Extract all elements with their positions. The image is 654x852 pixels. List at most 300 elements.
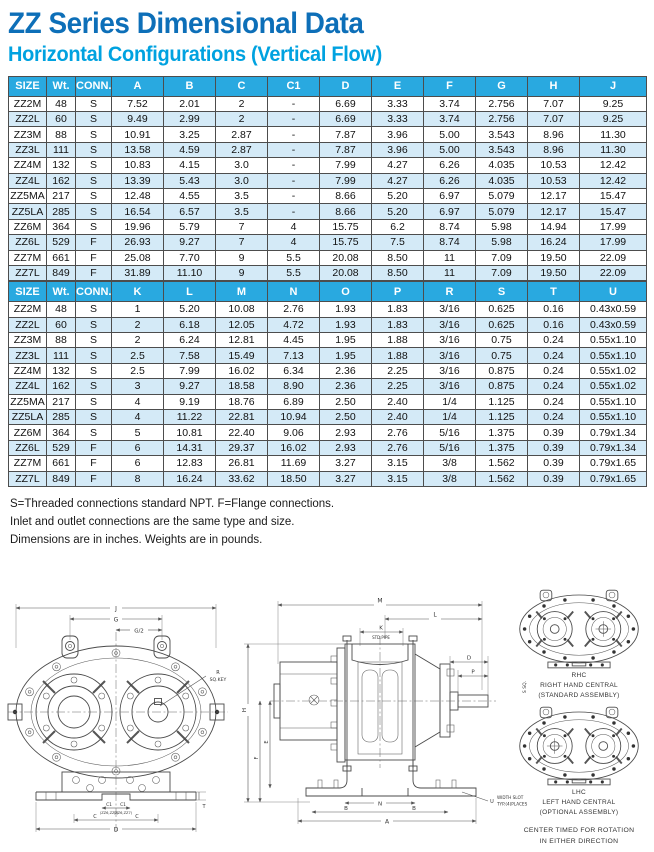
dim-label-c-left: C: [93, 814, 97, 820]
value-cell: 12.05: [216, 317, 268, 332]
dim-label-g: G: [113, 616, 119, 624]
value-cell: 5/16: [424, 425, 476, 440]
value-cell: 18.58: [216, 379, 268, 394]
column-header: CONN.: [76, 282, 112, 302]
dim-label-sq-key: SQ.KEY: [209, 678, 227, 683]
value-cell: 3.5: [216, 204, 268, 219]
value-cell: 4.55: [164, 188, 216, 203]
dim-label-g2: G/2: [134, 628, 144, 635]
value-cell: 7.52: [112, 96, 164, 111]
footnotes: [10, 496, 654, 549]
value-cell: 2.5: [112, 348, 164, 363]
value-cell: 6.2: [372, 219, 424, 234]
value-cell: 3.96: [372, 127, 424, 142]
note-slot-width-1: WIDTH SLOT: [497, 795, 524, 800]
value-cell: 0.24: [528, 348, 580, 363]
table-row: [9, 348, 647, 363]
value-cell: 48: [47, 302, 76, 317]
column-header: K: [112, 282, 164, 302]
dim-label-n: N: [377, 801, 383, 808]
value-cell: 5.079: [476, 188, 528, 203]
value-cell: 8.90: [268, 379, 320, 394]
column-header: C1: [268, 76, 320, 96]
value-cell: F: [76, 471, 112, 486]
dim-label-b-left: B: [344, 806, 348, 812]
value-cell: 5: [112, 425, 164, 440]
size-cell: ZZ7L: [9, 471, 47, 486]
value-cell: 4.45: [268, 333, 320, 348]
table-row: [9, 317, 647, 332]
value-cell: 7.07: [528, 96, 580, 111]
rotation-note-line1: CENTER TIMED FOR ROTATION: [523, 827, 635, 835]
column-header: CONN.: [76, 76, 112, 96]
table-row: [9, 394, 647, 409]
value-cell: 132: [47, 158, 76, 173]
value-cell: 9.19: [164, 394, 216, 409]
value-cell: 2.36: [320, 363, 372, 378]
value-cell: S: [76, 219, 112, 234]
value-cell: 2.50: [320, 394, 372, 409]
value-cell: 6.26: [424, 158, 476, 173]
value-cell: 22.09: [580, 250, 647, 265]
lhc-code: LHC: [572, 789, 586, 797]
value-cell: 22.81: [216, 410, 268, 425]
value-cell: 3.27: [320, 456, 372, 471]
value-cell: 15.75: [320, 219, 372, 234]
value-cell: 5.43: [164, 173, 216, 188]
value-cell: 8.96: [528, 142, 580, 157]
size-cell: ZZ3M: [9, 333, 47, 348]
note-zz67-right: (ZZ6,ZZ7): [113, 811, 133, 815]
column-header: O: [320, 282, 372, 302]
footnote-inlet-outlet: Inlet and outlet connections are the same type and size.: [10, 515, 295, 528]
value-cell: 12.42: [580, 173, 647, 188]
value-cell: 4.27: [372, 158, 424, 173]
value-cell: 19.50: [528, 265, 580, 280]
dim-label-c1-right: C1: [120, 803, 126, 808]
dimension-table-1: [8, 76, 647, 282]
size-cell: ZZ2L: [9, 111, 47, 126]
footnote-units: Dimensions are in inches. Weights are in pounds.: [10, 533, 263, 546]
value-cell: 285: [47, 410, 76, 425]
table-row: [9, 379, 647, 394]
value-cell: 0.55x1.02: [580, 379, 647, 394]
value-cell: 4.27: [372, 173, 424, 188]
table-row: [9, 188, 647, 203]
value-cell: -: [268, 111, 320, 126]
value-cell: S: [76, 317, 112, 332]
column-header: L: [164, 282, 216, 302]
table-row: [9, 471, 647, 486]
value-cell: 15.47: [580, 188, 647, 203]
size-cell: ZZ3M: [9, 127, 47, 142]
value-cell: 5.79: [164, 219, 216, 234]
value-cell: 2.76: [372, 440, 424, 455]
value-cell: 1.562: [476, 456, 528, 471]
value-cell: 15.49: [216, 348, 268, 363]
value-cell: 3.0: [216, 173, 268, 188]
value-cell: 3/16: [424, 348, 476, 363]
value-cell: 661: [47, 456, 76, 471]
value-cell: 60: [47, 111, 76, 126]
value-cell: 12.17: [528, 204, 580, 219]
value-cell: 0.55x1.02: [580, 363, 647, 378]
footnote-connections: S=Threaded connections standard NPT. F=Flange connections.: [10, 497, 335, 510]
value-cell: 0.79x1.65: [580, 471, 647, 486]
value-cell: 2.87: [216, 127, 268, 142]
value-cell: 6: [112, 440, 164, 455]
rhc-view-drawing: [511, 588, 647, 670]
value-cell: 0.79x1.65: [580, 456, 647, 471]
value-cell: 11.22: [164, 410, 216, 425]
value-cell: 14.31: [164, 440, 216, 455]
value-cell: 7.87: [320, 142, 372, 157]
value-cell: 5.00: [424, 142, 476, 157]
column-header: B: [164, 76, 216, 96]
value-cell: 5.20: [372, 204, 424, 219]
value-cell: 2.76: [372, 425, 424, 440]
value-cell: 12.48: [112, 188, 164, 203]
value-cell: 3.5: [216, 188, 268, 203]
value-cell: 3/8: [424, 471, 476, 486]
value-cell: S: [76, 363, 112, 378]
table-header-row: [9, 282, 647, 302]
value-cell: 0.75: [476, 333, 528, 348]
value-cell: 2: [216, 96, 268, 111]
value-cell: 3.15: [372, 471, 424, 486]
page-title: ZZ Series Dimensional Data: [8, 7, 364, 40]
value-cell: 2: [216, 111, 268, 126]
value-cell: 5.98: [476, 219, 528, 234]
value-cell: -: [268, 204, 320, 219]
value-cell: 9.25: [580, 96, 647, 111]
value-cell: 0.43x0.59: [580, 317, 647, 332]
value-cell: 3/16: [424, 333, 476, 348]
value-cell: 16.24: [164, 471, 216, 486]
value-cell: 0.55x1.10: [580, 333, 647, 348]
value-cell: 217: [47, 394, 76, 409]
value-cell: S: [76, 96, 112, 111]
dim-label-m: M: [377, 597, 383, 605]
value-cell: 7.09: [476, 250, 528, 265]
column-header: M: [216, 282, 268, 302]
value-cell: 5/16: [424, 440, 476, 455]
value-cell: 4.035: [476, 158, 528, 173]
value-cell: 1.93: [320, 317, 372, 332]
table-row: [9, 111, 647, 126]
value-cell: 20.08: [320, 265, 372, 280]
value-cell: 1/4: [424, 394, 476, 409]
value-cell: 132: [47, 363, 76, 378]
value-cell: 2.25: [372, 363, 424, 378]
column-header: Wt.: [47, 282, 76, 302]
value-cell: 111: [47, 142, 76, 157]
value-cell: 8.74: [424, 235, 476, 250]
dim-label-u: U: [490, 799, 494, 805]
size-cell: ZZ7M: [9, 456, 47, 471]
value-cell: 111: [47, 348, 76, 363]
value-cell: 14.94: [528, 219, 580, 234]
value-cell: 15.47: [580, 204, 647, 219]
value-cell: 661: [47, 250, 76, 265]
column-header: E: [372, 76, 424, 96]
value-cell: 0.24: [528, 333, 580, 348]
value-cell: 11.30: [580, 127, 647, 142]
table-row: [9, 302, 647, 317]
value-cell: 6.69: [320, 111, 372, 126]
dim-label-f: F: [254, 756, 260, 760]
value-cell: 217: [47, 188, 76, 203]
value-cell: 0.625: [476, 302, 528, 317]
table-row: [9, 363, 647, 378]
value-cell: 0.55x1.10: [580, 410, 647, 425]
value-cell: 7.70: [164, 250, 216, 265]
value-cell: 2: [112, 317, 164, 332]
column-header: H: [528, 76, 580, 96]
value-cell: 10.81: [164, 425, 216, 440]
value-cell: 88: [47, 333, 76, 348]
front-view-drawing: [6, 596, 240, 836]
value-cell: S: [76, 204, 112, 219]
value-cell: 31.89: [112, 265, 164, 280]
column-header: N: [268, 282, 320, 302]
value-cell: 9.27: [164, 235, 216, 250]
value-cell: 2.99: [164, 111, 216, 126]
value-cell: 0.24: [528, 363, 580, 378]
value-cell: 29.37: [216, 440, 268, 455]
size-cell: ZZ5LA: [9, 204, 47, 219]
value-cell: 10.94: [268, 410, 320, 425]
value-cell: 1.95: [320, 348, 372, 363]
value-cell: 3.543: [476, 142, 528, 157]
value-cell: 3.74: [424, 96, 476, 111]
value-cell: 8.50: [372, 250, 424, 265]
value-cell: 16.02: [268, 440, 320, 455]
value-cell: 11.69: [268, 456, 320, 471]
value-cell: 0.39: [528, 440, 580, 455]
column-header: S: [476, 282, 528, 302]
value-cell: 0.24: [528, 394, 580, 409]
value-cell: 0.39: [528, 471, 580, 486]
value-cell: 285: [47, 204, 76, 219]
rotation-note-line2: IN EITHER DIRECTION: [539, 837, 619, 845]
value-cell: 3.96: [372, 142, 424, 157]
value-cell: 0.875: [476, 363, 528, 378]
dim-label-s-sq: S SQ.: [523, 680, 528, 694]
value-cell: 5.20: [372, 188, 424, 203]
value-cell: 88: [47, 127, 76, 142]
value-cell: 3/16: [424, 317, 476, 332]
table-row: [9, 250, 647, 265]
value-cell: 12.17: [528, 188, 580, 203]
value-cell: 3.15: [372, 456, 424, 471]
value-cell: S: [76, 111, 112, 126]
rhc-name: RIGHT HAND CENTRAL: [540, 682, 618, 690]
value-cell: S: [76, 333, 112, 348]
size-cell: ZZ7M: [9, 250, 47, 265]
value-cell: 11: [424, 250, 476, 265]
page-subtitle: Horizontal Configurations (Vertical Flow): [8, 42, 383, 66]
dim-label-e: E: [264, 740, 270, 744]
value-cell: 0.39: [528, 456, 580, 471]
value-cell: 3.27: [320, 471, 372, 486]
value-cell: 1/4: [424, 410, 476, 425]
column-header: J: [580, 76, 647, 96]
label-std-pipe: STD.PIPE: [372, 635, 390, 640]
value-cell: 1.93: [320, 302, 372, 317]
value-cell: -: [268, 127, 320, 142]
value-cell: 15.75: [320, 235, 372, 250]
value-cell: -: [268, 142, 320, 157]
value-cell: 0.875: [476, 379, 528, 394]
lhc-caption: [540, 788, 619, 818]
dim-label-c1-left: C1: [106, 803, 112, 808]
rhc-assembly: (STANDARD ASSEMBLY): [538, 692, 620, 700]
value-cell: 849: [47, 471, 76, 486]
size-cell: ZZ4M: [9, 158, 47, 173]
column-header: SIZE: [9, 76, 47, 96]
value-cell: 2.76: [268, 302, 320, 317]
value-cell: 0.24: [528, 379, 580, 394]
value-cell: 7.99: [320, 158, 372, 173]
assembly-views: [506, 588, 652, 847]
table-row: [9, 265, 647, 280]
value-cell: 22.09: [580, 265, 647, 280]
value-cell: 5.20: [164, 302, 216, 317]
dim-label-a: A: [384, 818, 390, 826]
size-cell: ZZ2M: [9, 96, 47, 111]
value-cell: 7.99: [320, 173, 372, 188]
table-row: [9, 456, 647, 471]
value-cell: 1: [112, 302, 164, 317]
table-row: [9, 142, 647, 157]
value-cell: 0.55x1.10: [580, 394, 647, 409]
dim-label-c-right: C: [135, 814, 139, 820]
value-cell: 0.16: [528, 302, 580, 317]
value-cell: 2.36: [320, 379, 372, 394]
value-cell: 7.5: [372, 235, 424, 250]
size-cell: ZZ5LA: [9, 410, 47, 425]
value-cell: 6.34: [268, 363, 320, 378]
value-cell: S: [76, 425, 112, 440]
value-cell: 6.57: [164, 204, 216, 219]
value-cell: 2.93: [320, 425, 372, 440]
value-cell: -: [268, 96, 320, 111]
value-cell: 10.83: [112, 158, 164, 173]
value-cell: 8.74: [424, 219, 476, 234]
dim-label-p: P: [471, 669, 475, 676]
dim-label-shaft-d: D: [466, 655, 472, 662]
size-cell: ZZ7L: [9, 265, 47, 280]
column-header: U: [580, 282, 647, 302]
lhc-view-drawing: [511, 705, 647, 787]
value-cell: 1.83: [372, 317, 424, 332]
value-cell: 25.08: [112, 250, 164, 265]
lhc-name: LEFT HAND CENTRAL: [542, 799, 616, 807]
value-cell: 1.375: [476, 425, 528, 440]
value-cell: 4.72: [268, 317, 320, 332]
table-row: [9, 173, 647, 188]
value-cell: 9.25: [580, 111, 647, 126]
value-cell: 2.87: [216, 142, 268, 157]
value-cell: 6.97: [424, 188, 476, 203]
value-cell: S: [76, 173, 112, 188]
value-cell: 0.75: [476, 348, 528, 363]
rotation-note: [524, 826, 635, 847]
value-cell: 3: [112, 379, 164, 394]
value-cell: 6.26: [424, 173, 476, 188]
value-cell: 11.10: [164, 265, 216, 280]
value-cell: 2.756: [476, 111, 528, 126]
column-header: T: [528, 282, 580, 302]
table-row: [9, 204, 647, 219]
value-cell: S: [76, 142, 112, 157]
dim-label-t: T: [202, 804, 206, 810]
rhc-code: RHC: [571, 672, 587, 679]
value-cell: 1.125: [476, 410, 528, 425]
value-cell: 48: [47, 96, 76, 111]
table-row: [9, 425, 647, 440]
value-cell: S: [76, 302, 112, 317]
value-cell: 26.81: [216, 456, 268, 471]
value-cell: 7.13: [268, 348, 320, 363]
size-cell: ZZ3L: [9, 142, 47, 157]
value-cell: S: [76, 158, 112, 173]
value-cell: 7.87: [320, 127, 372, 142]
value-cell: 162: [47, 173, 76, 188]
value-cell: 13.58: [112, 142, 164, 157]
value-cell: 9.49: [112, 111, 164, 126]
value-cell: -: [268, 188, 320, 203]
value-cell: 1.125: [476, 394, 528, 409]
value-cell: 9: [216, 265, 268, 280]
value-cell: 3/16: [424, 363, 476, 378]
value-cell: F: [76, 456, 112, 471]
column-header: R: [424, 282, 476, 302]
value-cell: 5.5: [268, 250, 320, 265]
column-header: D: [320, 76, 372, 96]
value-cell: 0.24: [528, 410, 580, 425]
value-cell: 5.00: [424, 127, 476, 142]
value-cell: 4: [268, 219, 320, 234]
value-cell: 1.375: [476, 440, 528, 455]
value-cell: 2.93: [320, 440, 372, 455]
table-row: [9, 96, 647, 111]
value-cell: 18.76: [216, 394, 268, 409]
side-view-drawing: [240, 590, 530, 836]
value-cell: 0.79x1.34: [580, 425, 647, 440]
table-header-row: [9, 76, 647, 96]
value-cell: 7: [216, 235, 268, 250]
value-cell: 0.625: [476, 317, 528, 332]
column-header: F: [424, 76, 476, 96]
dim-label-h: H: [242, 707, 248, 713]
bearing-housing: [270, 654, 496, 747]
value-cell: 19.96: [112, 219, 164, 234]
note-zz67-left: (ZZ6,ZZ7): [99, 811, 119, 815]
value-cell: 5.98: [476, 235, 528, 250]
value-cell: 9: [216, 250, 268, 265]
value-cell: 6.97: [424, 204, 476, 219]
base-feet: [306, 760, 476, 796]
table-row: [9, 440, 647, 455]
size-cell: ZZ2M: [9, 302, 47, 317]
value-cell: 0.79x1.34: [580, 440, 647, 455]
dimension-table-2: [8, 281, 647, 487]
housing-body: [345, 636, 415, 768]
value-cell: F: [76, 235, 112, 250]
value-cell: 849: [47, 265, 76, 280]
